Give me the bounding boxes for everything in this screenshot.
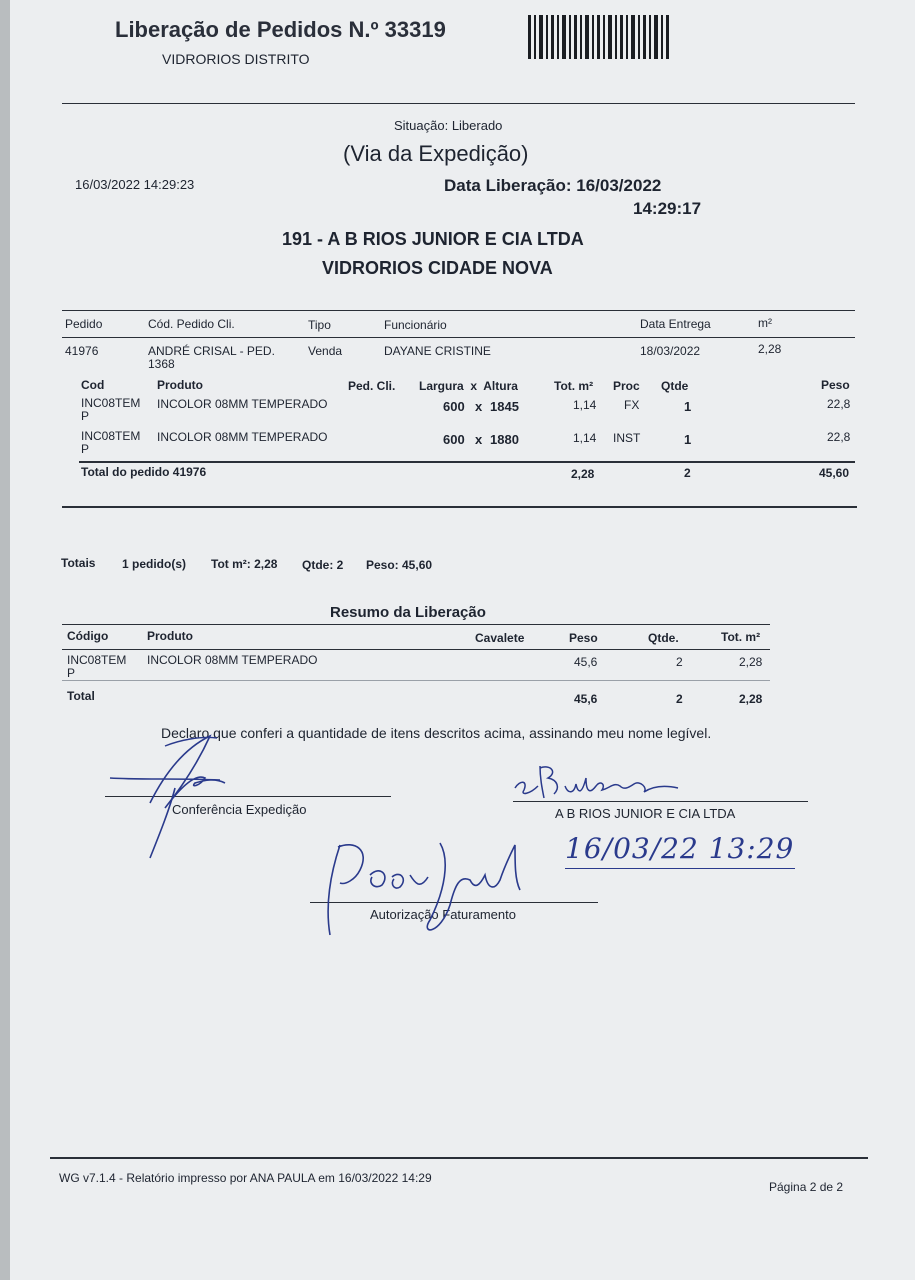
data-liberacao-time: 14:29:17 <box>633 199 702 218</box>
item-tot-m2: 1,14 <box>573 398 597 412</box>
item-cod: INC08TEM <box>81 396 141 410</box>
resumo-total-qtde: 2 <box>676 692 683 706</box>
item-qtde: 1 <box>684 432 692 447</box>
item-produto: INCOLOR 08MM TEMPERADO <box>157 397 328 411</box>
item-tot-m2: 1,14 <box>573 431 597 445</box>
order-total-label: Total do pedido 41976 <box>81 465 207 479</box>
col-header-data-entrega: Data Entrega <box>640 317 711 331</box>
item-produto: INCOLOR 08MM TEMPERADO <box>157 430 328 444</box>
item-header-peso: Peso <box>821 378 850 392</box>
item-header-ped-cli: Ped. Cli. <box>348 379 396 393</box>
row-tipo: Venda <box>308 344 343 358</box>
client-name: 191 - A B RIOS JUNIOR E CIA LTDA <box>282 229 584 249</box>
col-header-funcionario: Funcionário <box>384 318 447 332</box>
item-cod-cont: P <box>81 409 90 423</box>
resumo-header-rule <box>62 649 770 650</box>
order-total-qtde: 2 <box>684 466 691 480</box>
row-cod-pedido-cli-cont: 1368 <box>148 357 175 371</box>
footer-printed-by: WG v7.1.4 - Relatório impresso por ANA PAULA em 16/03/2022 14:29 <box>59 1171 432 1185</box>
col-header-cod-pedido-cli: Cód. Pedido Cli. <box>148 317 235 331</box>
resumo-qtde: 2 <box>676 655 683 669</box>
col-header-m2: m² <box>758 316 772 330</box>
resumo-header-peso: Peso <box>569 631 598 645</box>
totals-peso: Peso: 45,60 <box>366 558 433 572</box>
divider <box>62 103 855 104</box>
totals-pedidos: 1 pedido(s) <box>122 557 187 571</box>
item-header-tot-m2: Tot. m² <box>554 379 594 393</box>
company-signature-label: A B RIOS JUNIOR E CIA LTDA <box>555 806 736 821</box>
row-m2: 2,28 <box>758 342 782 356</box>
item-cod-cont: P <box>81 442 90 456</box>
declaration-text: Declaro que conferi a quantidade de itens descritos acima, assinando meu nome legível. <box>161 725 712 741</box>
resumo-total-label: Total <box>67 689 95 703</box>
totals-tot-m2: Tot m²: 2,28 <box>211 557 278 571</box>
item-header-largura-altura: Largura x Altura <box>419 379 518 393</box>
resumo-header-cavalete: Cavalete <box>475 631 525 645</box>
situacao-label: Situação: Liberado <box>394 118 503 133</box>
document-page <box>10 0 915 1280</box>
item-proc: FX <box>624 398 640 412</box>
resumo-header-codigo: Código <box>67 629 109 643</box>
footer-rule <box>50 1157 868 1159</box>
item-proc: INST <box>613 431 641 445</box>
item-altura: 1880 <box>490 432 519 447</box>
conferencia-label: Conferência Expedição <box>172 802 307 817</box>
resumo-produto: INCOLOR 08MM TEMPERADO <box>147 653 318 667</box>
item-x-sign: x <box>475 432 483 447</box>
printed-datetime: 16/03/2022 14:29:23 <box>75 177 195 192</box>
resumo-top-rule <box>62 624 770 625</box>
item-largura: 600 <box>443 399 465 414</box>
resumo-total-tot-m2: 2,28 <box>739 692 763 706</box>
document-title: Liberação de Pedidos N.º 33319 <box>115 17 446 42</box>
resumo-tot-m2: 2,28 <box>739 655 763 669</box>
resumo-header-qtde: Qtde. <box>648 631 679 645</box>
resumo-total-peso: 45,6 <box>574 692 598 706</box>
totals-qtde: Qtde: 2 <box>302 558 344 572</box>
order-total-peso: 45,60 <box>819 466 850 480</box>
item-altura: 1845 <box>490 399 519 414</box>
row-cod-pedido-cli: ANDRÉ CRISAL - PED. <box>148 344 275 358</box>
item-peso: 22,8 <box>827 397 851 411</box>
row-funcionario: DAYANE CRISTINE <box>384 344 491 358</box>
item-cod: INC08TEM <box>81 429 141 443</box>
table-header-rule <box>62 337 855 338</box>
order-total-m2: 2,28 <box>571 467 595 481</box>
handwritten-date: 16/03/22 13:29 <box>565 832 795 865</box>
barcode-icon <box>528 15 670 59</box>
resumo-codigo-cont: P <box>67 666 76 680</box>
item-largura: 600 <box>443 432 465 447</box>
resumo-peso: 45,6 <box>574 655 598 669</box>
resumo-codigo: INC08TEM <box>67 653 127 667</box>
item-header-produto: Produto <box>157 378 203 392</box>
signature-company-icon <box>510 758 690 806</box>
row-pedido: 41976 <box>65 344 99 358</box>
autorizacao-label: Autorização Faturamento <box>370 907 516 922</box>
item-header-qtde: Qtde <box>661 379 689 393</box>
item-x-sign: x <box>475 399 483 414</box>
resumo-header-produto: Produto <box>147 629 193 643</box>
table-top-rule <box>62 310 855 311</box>
handwritten-date-underline <box>565 868 795 869</box>
signature-conferencia-icon <box>105 728 245 863</box>
col-header-tipo: Tipo <box>308 318 331 332</box>
order-total-rule <box>79 461 855 463</box>
item-header-cod: Cod <box>81 378 105 392</box>
client-store: VIDRORIOS CIDADE NOVA <box>322 258 553 278</box>
order-bottom-rule <box>62 506 857 508</box>
col-header-pedido: Pedido <box>65 317 103 331</box>
data-liberacao: Data Liberação: 16/03/2022 <box>444 176 662 195</box>
signature-autorizacao-icon <box>310 835 540 945</box>
resumo-title: Resumo da Liberação <box>330 604 486 621</box>
resumo-row-rule <box>62 680 770 681</box>
via-label: (Via da Expedição) <box>343 141 529 166</box>
item-peso: 22,8 <box>827 430 851 444</box>
resumo-header-tot-m2: Tot. m² <box>721 630 761 644</box>
footer-page-number: Página 2 de 2 <box>769 1180 844 1194</box>
totals-label: Totais <box>61 556 96 570</box>
row-data-entrega: 18/03/2022 <box>640 344 701 358</box>
item-qtde: 1 <box>684 399 692 414</box>
company-name: VIDRORIOS DISTRITO <box>162 51 310 67</box>
item-header-proc: Proc <box>613 379 640 393</box>
